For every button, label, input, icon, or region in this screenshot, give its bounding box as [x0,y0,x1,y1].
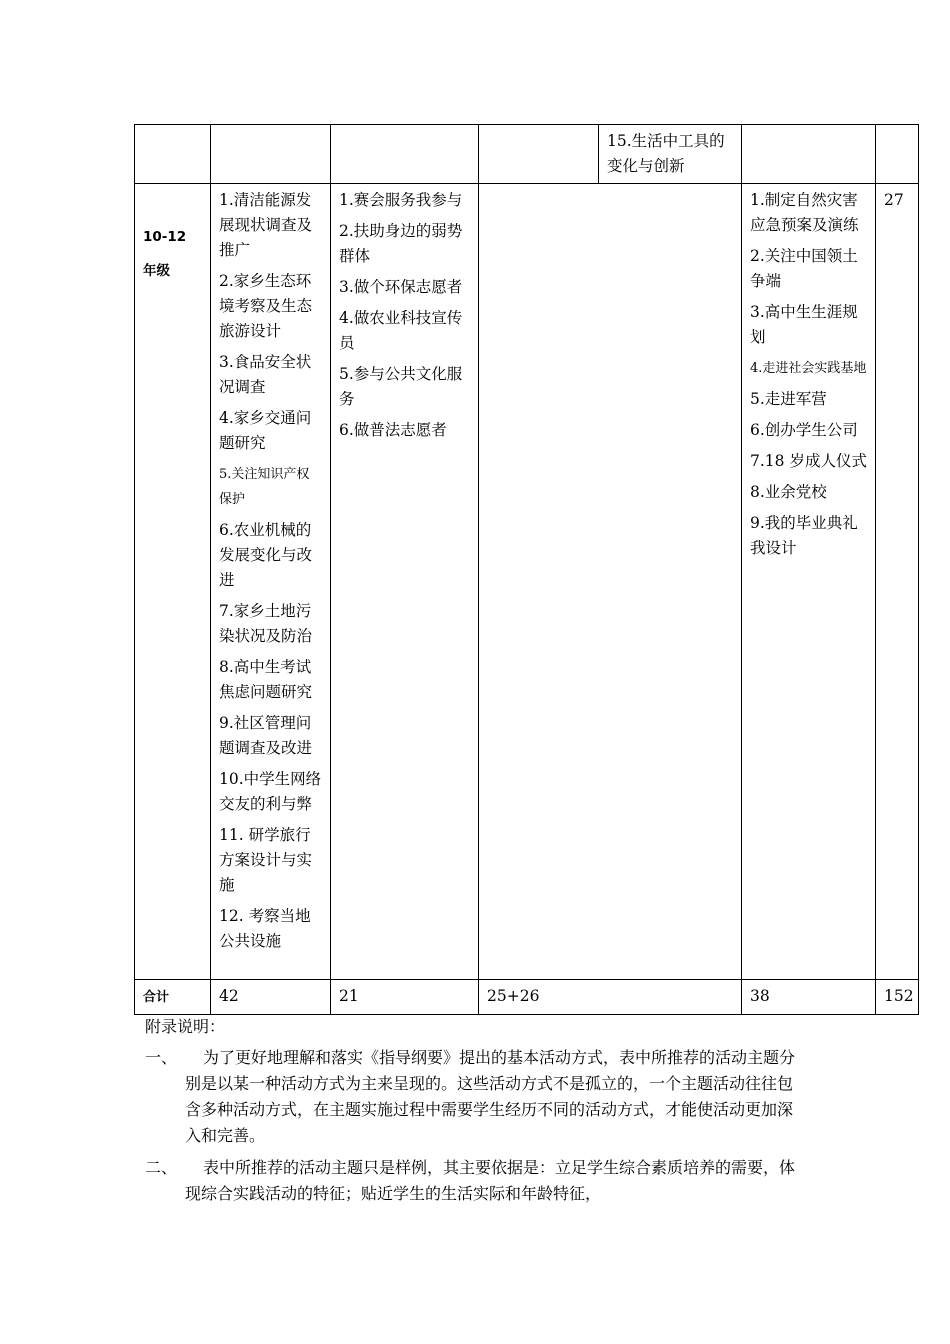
list-item: 8.高中生考试焦虑问题研究 [219,658,313,701]
notes-title: 附录说明： [145,1017,226,1036]
list-item: 5.关注知识产权保护 [219,467,310,507]
list-item: 1.清洁能源发展现状调查及推广 [219,191,313,259]
total-label: 合计 [143,990,170,1005]
design-topics-cell [479,184,742,980]
list-item: 9.社区管理问题调查及改进 [219,714,313,757]
research-topic-list [219,188,322,954]
list-item: 12. 考察当地公共设施 [219,907,311,950]
list-item: 4.家乡交通问题研究 [219,409,312,452]
list-item: 3.高中生生涯规划 [750,303,858,346]
list-item: 7.家乡土地污染状况及防治 [219,602,313,645]
total-all: 152 [884,987,914,1005]
list-item: 8.业余党校 [750,483,827,501]
appendix-notes [145,1015,805,1213]
total-experience: 38 [750,987,770,1005]
table-cell [135,125,211,184]
total-all-cell [876,980,919,1015]
list-item: 3.食品安全状况调查 [219,353,312,396]
paragraph-text: 为了更好地理解和落实《指导纲要》提出的基本活动方式，表中所推荐的活动主题分别是以某一种活动方式为主来呈现的。这些活动方式不是孤立的，一个主题活动往往包含多种活动方式，在主题实施过程中需要学生经历不同的活动方式，才能使活动更加深入和完善。 [185,1048,796,1145]
paragraph-number: 一、 [145,1048,178,1067]
service-topic-list [339,188,470,443]
list-item: 11. 研学旅行方案设计与实施 [219,826,313,894]
total-research: 42 [219,987,239,1005]
list-item: 10.中学生网络交友的利与弊 [219,770,322,813]
list-item: 5.走进军营 [750,390,827,408]
experience-topic-list [750,188,867,561]
paragraph-text: 表中所推荐的活动主题只是样例，其主要依据是：立足学生综合素质培养的需要，体现综合实践活动的特征；贴近学生的生活实际和年龄特征， [185,1158,796,1203]
tools-item-text: 15.生活中工具的变化与创新 [607,132,725,175]
research-topics-cell [211,184,331,980]
table-cell [742,125,876,184]
table-row-grade-10-12 [135,184,919,980]
total-experience-cell [742,980,876,1015]
list-item: 5.参与公共文化服务 [339,365,463,408]
list-item: 1.制定自然灾害应急预案及演练 [750,191,859,234]
list-item: 9.我的毕业典礼我设计 [750,514,858,557]
grade-label: 10-12 年级 [143,229,187,279]
list-item: 4.走进社会实践基地 [750,361,867,376]
paragraph-number: 二、 [145,1158,178,1177]
total-service: 21 [339,987,359,1005]
notes-paragraph [145,1045,805,1149]
table-cell-tools-item [599,125,742,184]
list-item: 6.农业机械的发展变化与改进 [219,521,313,589]
total-label-cell [135,980,211,1015]
total-research-cell [211,980,331,1015]
service-topics-cell [331,184,479,980]
notes-paragraph [145,1155,805,1207]
table-cell [331,125,479,184]
total-design-cell [479,980,742,1015]
count-cell [876,184,919,980]
list-item: 6.创办学生公司 [750,421,858,439]
total-service-cell [331,980,479,1015]
grade-count: 27 [884,191,904,209]
experience-topics-cell [742,184,876,980]
table-cell [211,125,331,184]
table-cell [876,125,919,184]
table-cell [479,125,599,184]
list-item: 2.扶助身边的弱势群体 [339,222,463,265]
list-item: 2.家乡生态环境考察及生态旅游设计 [219,272,313,340]
list-item: 4.做农业科技宣传员 [339,309,463,352]
grade-cell [135,184,211,980]
list-item: 2.关注中国领土争端 [750,247,858,290]
list-item: 3.做个环保志愿者 [339,278,463,296]
total-design: 25+26 [487,987,540,1005]
list-item: 1.赛会服务我参与 [339,191,463,209]
list-item: 6.做普法志愿者 [339,421,447,439]
table-row-total [135,980,919,1015]
table-row-continuation [135,125,919,184]
list-item: 7.18 岁成人仪式 [750,452,867,470]
activity-theme-table [134,124,919,1015]
